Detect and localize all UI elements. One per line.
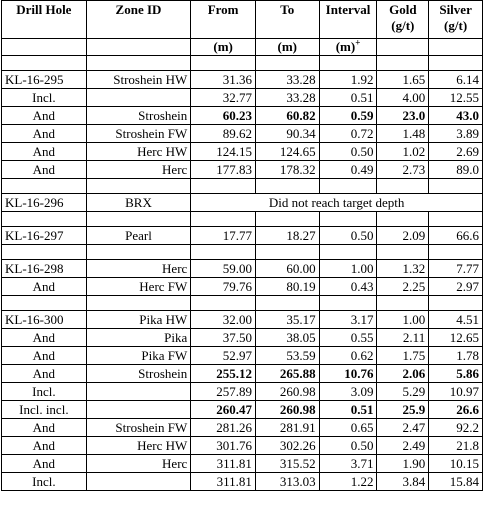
spacer-cell [255,296,319,311]
interval-unit-superscript: + [355,38,361,48]
spacer-cell [255,56,319,71]
cell-from: 37.50 [191,329,256,347]
cell-zone-id: Stroshein HW [86,71,191,89]
cell-to: 178.32 [255,161,319,179]
spacer-cell [255,212,319,227]
cell-drill-hole: And [2,455,87,473]
cell-interval: 1.92 [319,71,377,89]
cell-drill-hole: And [2,278,87,296]
cell-zone-id [86,89,191,107]
cell-silver: 12.55 [429,89,483,107]
cell-interval: 3.17 [319,311,377,329]
cell-silver: 1.78 [429,347,483,365]
cell-interval: 0.55 [319,329,377,347]
cell-zone-id [86,473,191,491]
spacer-cell [429,296,483,311]
spacer-cell [255,245,319,260]
cell-drill-hole: KL-16-300 [2,311,87,329]
header-interval: Interval [319,1,377,39]
cell-zone-id [86,383,191,401]
table-row [2,437,483,455]
table-row [2,419,483,437]
cell-drill-hole: Incl. [2,89,87,107]
cell-to: 302.26 [255,437,319,455]
spacer-cell [86,179,191,194]
cell-drill-hole: And [2,125,87,143]
spacer-row [2,179,483,194]
cell-to: 60.00 [255,260,319,278]
cell-to: 281.91 [255,419,319,437]
header-to: To [255,1,319,39]
interval-unit-text: (m) [335,39,356,54]
cell-gold: 5.29 [377,383,429,401]
cell-drill-hole: KL-16-295 [2,71,87,89]
cell-silver: 10.97 [429,383,483,401]
cell-drill-hole: And [2,347,87,365]
cell-drill-hole: And [2,419,87,437]
header-unit-empty [429,39,483,56]
cell-silver: 4.51 [429,311,483,329]
cell-from: 31.36 [191,71,256,89]
cell-interval: 0.49 [319,161,377,179]
cell-from: 17.77 [191,227,256,245]
table-row [2,311,483,329]
cell-to: 90.34 [255,125,319,143]
cell-silver: 21.8 [429,437,483,455]
table-row [2,161,483,179]
cell-interval: 0.62 [319,347,377,365]
spacer-cell [191,212,256,227]
cell-interval: 3.09 [319,383,377,401]
cell-from: 52.97 [191,347,256,365]
cell-gold: 4.00 [377,89,429,107]
header-from-unit: (m) [191,39,256,56]
cell-from: 301.76 [191,437,256,455]
table-row [2,194,483,212]
cell-silver: 2.69 [429,143,483,161]
cell-interval: 1.22 [319,473,377,491]
cell-drill-hole: And [2,329,87,347]
header-interval-unit [319,39,377,56]
header-drill-hole: Drill Hole [2,1,87,39]
cell-gold: 2.73 [377,161,429,179]
spacer-cell [191,56,256,71]
spacer-cell [377,179,429,194]
cell-zone-id: Pika [86,329,191,347]
cell-gold: 1.48 [377,125,429,143]
cell-silver: 5.86 [429,365,483,383]
cell-gold: 23.0 [377,107,429,125]
spacer-cell [377,245,429,260]
header-silver [429,1,483,39]
table-row [2,260,483,278]
spacer-cell [429,179,483,194]
cell-zone-id: Stroshein FW [86,125,191,143]
cell-from: 124.15 [191,143,256,161]
cell-from: 177.83 [191,161,256,179]
spacer-cell [191,296,256,311]
cell-interval: 0.50 [319,437,377,455]
cell-from: 89.62 [191,125,256,143]
cell-to: 38.05 [255,329,319,347]
spacer-cell [2,296,87,311]
spacer-cell [2,212,87,227]
cell-to: 260.98 [255,401,319,419]
spacer-cell [86,296,191,311]
cell-note: Did not reach target depth [191,194,483,212]
header-silver-unit: (g/t) [444,18,468,33]
cell-gold: 2.11 [377,329,429,347]
header-unit-empty [2,39,87,56]
drill-results-table [1,0,483,491]
spacer-cell [191,179,256,194]
cell-gold: 1.75 [377,347,429,365]
spacer-cell [191,245,256,260]
cell-silver: 10.15 [429,455,483,473]
cell-to: 33.28 [255,71,319,89]
cell-silver: 6.14 [429,71,483,89]
table-row [2,347,483,365]
cell-from: 255.12 [191,365,256,383]
table-row [2,401,483,419]
cell-drill-hole: Incl. incl. [2,401,87,419]
cell-gold: 1.00 [377,311,429,329]
cell-zone-id: Stroshein [86,107,191,125]
cell-from: 32.00 [191,311,256,329]
spacer-cell [255,179,319,194]
cell-to: 35.17 [255,311,319,329]
cell-gold: 2.25 [377,278,429,296]
cell-to: 18.27 [255,227,319,245]
cell-drill-hole: And [2,365,87,383]
cell-silver: 43.0 [429,107,483,125]
cell-interval: 0.65 [319,419,377,437]
spacer-cell [429,56,483,71]
cell-from: 257.89 [191,383,256,401]
cell-drill-hole: KL-16-296 [2,194,87,212]
spacer-cell [319,212,377,227]
cell-silver: 7.77 [429,260,483,278]
cell-interval: 10.76 [319,365,377,383]
cell-drill-hole: And [2,161,87,179]
spacer-cell [2,245,87,260]
cell-zone-id: Pearl [86,227,191,245]
cell-interval: 3.71 [319,455,377,473]
cell-to: 53.59 [255,347,319,365]
cell-zone-id: Herc FW [86,278,191,296]
header-gold-label: Gold [389,2,417,17]
cell-silver: 2.97 [429,278,483,296]
cell-to: 265.88 [255,365,319,383]
cell-drill-hole: Incl. [2,473,87,491]
spacer-cell [86,212,191,227]
cell-gold: 2.06 [377,365,429,383]
cell-from: 60.23 [191,107,256,125]
spacer-cell [86,245,191,260]
table-row [2,455,483,473]
cell-zone-id: Herc [86,260,191,278]
cell-zone-id: Herc [86,455,191,473]
cell-to: 80.19 [255,278,319,296]
table-row [2,107,483,125]
cell-to: 60.82 [255,107,319,125]
cell-zone-id: Herc HW [86,143,191,161]
cell-silver: 12.65 [429,329,483,347]
cell-gold: 25.9 [377,401,429,419]
cell-drill-hole: KL-16-298 [2,260,87,278]
cell-from: 311.81 [191,473,256,491]
cell-silver: 92.2 [429,419,483,437]
cell-zone-id: Pika HW [86,311,191,329]
cell-to: 260.98 [255,383,319,401]
spacer-row [2,212,483,227]
cell-gold: 1.02 [377,143,429,161]
cell-gold: 2.49 [377,437,429,455]
cell-to: 124.65 [255,143,319,161]
cell-drill-hole: And [2,107,87,125]
cell-interval: 0.50 [319,143,377,161]
header-unit-empty [377,39,429,56]
cell-gold: 2.47 [377,419,429,437]
cell-zone-id: Stroshein FW [86,419,191,437]
cell-silver: 66.6 [429,227,483,245]
spacer-row [2,296,483,311]
header-unit-row [2,39,483,56]
cell-zone-id [86,401,191,419]
cell-interval: 0.72 [319,125,377,143]
cell-gold: 1.65 [377,71,429,89]
spacer-cell [2,56,87,71]
cell-silver: 15.84 [429,473,483,491]
spacer-row [2,56,483,71]
header-silver-label: Silver [439,2,472,17]
table-row [2,473,483,491]
spacer-cell [377,212,429,227]
cell-drill-hole: Incl. [2,383,87,401]
cell-zone-id: Herc HW [86,437,191,455]
spacer-cell [319,56,377,71]
cell-drill-hole: And [2,143,87,161]
spacer-cell [319,179,377,194]
spacer-cell [429,245,483,260]
cell-silver: 3.89 [429,125,483,143]
table-row [2,143,483,161]
cell-interval: 0.50 [319,227,377,245]
cell-silver: 89.0 [429,161,483,179]
table-row [2,71,483,89]
cell-to: 313.03 [255,473,319,491]
table-row [2,125,483,143]
header-from: From [191,1,256,39]
header-gold-unit: (g/t) [391,18,415,33]
header-zone-id: Zone ID [86,1,191,39]
cell-drill-hole: And [2,437,87,455]
cell-interval: 0.43 [319,278,377,296]
spacer-cell [319,296,377,311]
spacer-cell [86,56,191,71]
header-row [2,1,483,39]
header-gold [377,1,429,39]
table-row [2,278,483,296]
cell-drill-hole: KL-16-297 [2,227,87,245]
spacer-cell [319,245,377,260]
cell-interval: 0.51 [319,401,377,419]
cell-from: 260.47 [191,401,256,419]
cell-from: 311.81 [191,455,256,473]
cell-interval: 0.51 [319,89,377,107]
cell-to: 33.28 [255,89,319,107]
cell-gold: 1.90 [377,455,429,473]
cell-from: 59.00 [191,260,256,278]
spacer-cell [377,56,429,71]
table-row [2,89,483,107]
cell-to: 315.52 [255,455,319,473]
cell-interval: 0.59 [319,107,377,125]
cell-silver: 26.6 [429,401,483,419]
cell-from: 281.26 [191,419,256,437]
cell-gold: 3.84 [377,473,429,491]
cell-gold: 2.09 [377,227,429,245]
cell-interval: 1.00 [319,260,377,278]
cell-zone-id: Stroshein [86,365,191,383]
spacer-cell [429,212,483,227]
cell-from: 32.77 [191,89,256,107]
header-unit-empty [86,39,191,56]
spacer-cell [377,296,429,311]
header-to-unit: (m) [255,39,319,56]
table-row [2,365,483,383]
table-row [2,227,483,245]
cell-zone-id: Pika FW [86,347,191,365]
spacer-row [2,245,483,260]
spacer-cell [2,179,87,194]
cell-from: 79.76 [191,278,256,296]
table-row [2,383,483,401]
cell-gold: 1.32 [377,260,429,278]
table-row [2,329,483,347]
cell-zone-id: BRX [86,194,191,212]
cell-zone-id: Herc [86,161,191,179]
